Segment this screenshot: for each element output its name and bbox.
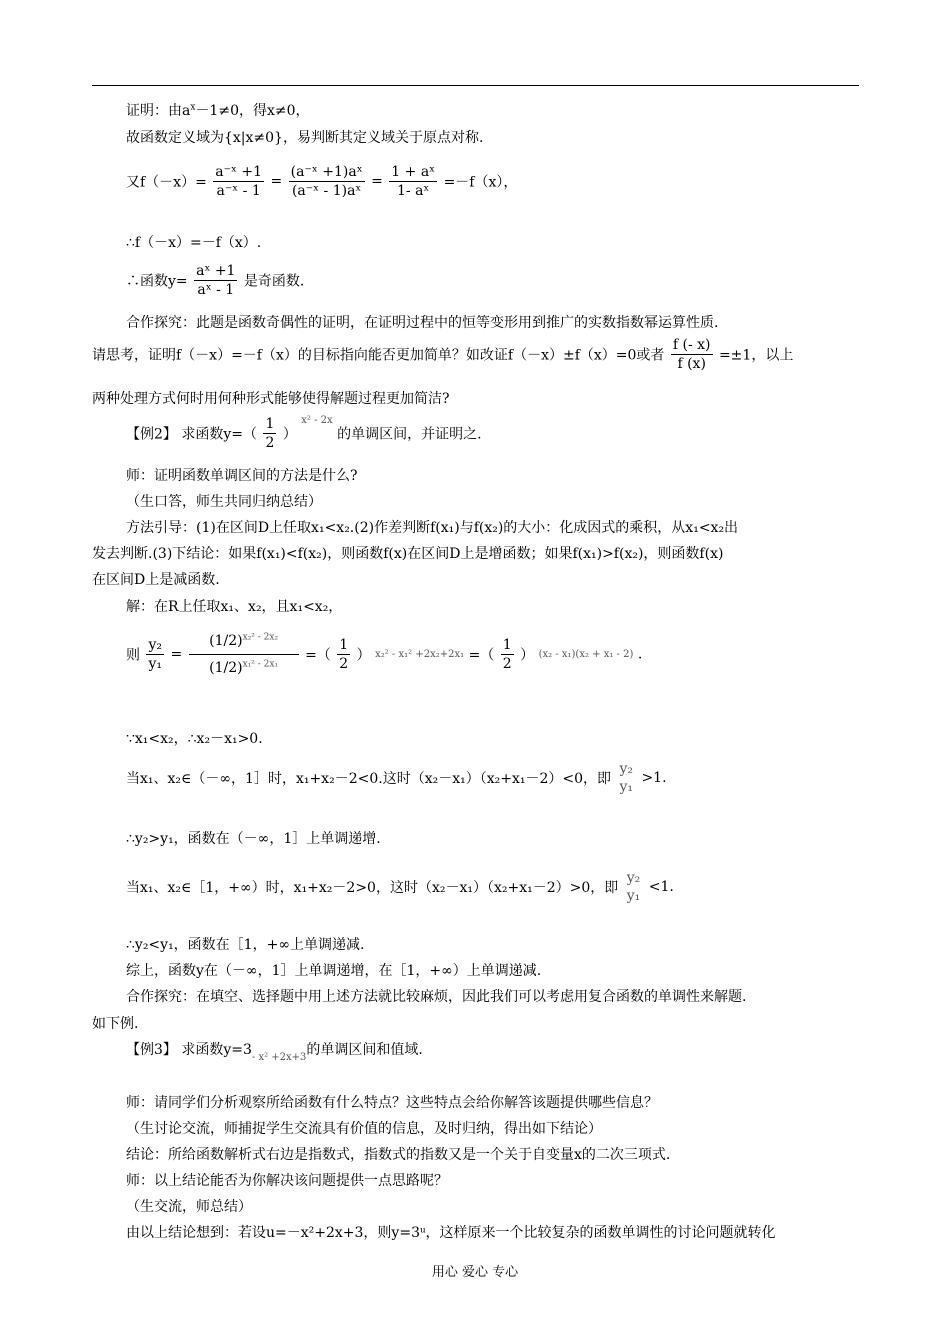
- example-2-title: 【例2】 求函数y=（ $\frac{1}{2}$ ） $^{x^2 - 2x}$ 的单调区间，并证明之.: [126, 415, 482, 451]
- text-line: 合作探究：此题是函数奇偶性的证明，在证明过程中的恒等变形用到推广的实数指数幂运算性质.: [126, 315, 719, 331]
- text-line: ∴y₂>y₁，函数在（－∞，1］上单调递增.: [126, 831, 381, 847]
- page-footer: 用心 爱心 专心: [431, 1265, 519, 1280]
- text-line: 师：证明函数单调区间的方法是什么?: [126, 468, 358, 484]
- text-line: 综上，函数y在（－∞，1］上单调递增，在［1，+∞）上单调递减.: [126, 963, 542, 979]
- header-rule: [92, 85, 859, 86]
- text-line: 故函数定义域为{x|x≠0}，易判断其定义域关于原点对称.: [126, 130, 484, 146]
- text-line: 当x₁、x₂∈（－∞，1］时，x₁+x₂－2<0.这时（x₂－x₁）（x₂+x₁－2）<0，即 y₂ y₁ >1.: [126, 761, 667, 795]
- text-line: 在区间D上是减函数.: [92, 572, 220, 588]
- text-line: （生口答，师生共同归纳总结）: [126, 494, 322, 510]
- text-line: ∴f（－x）=－f（x）.: [126, 235, 262, 251]
- equation-odd: 又f（－x）= $\frac{\text{a⁻ˣ +1}}{\text{a⁻ˣ - 1}}$ = $\frac{\text{(a⁻ˣ +1)aˣ}}{\text{(a⁻ˣ - 1)aˣ}}$ = $\frac{\text{1 + aˣ}}{\text{1- aˣ}}$ =－f（x），: [126, 164, 518, 199]
- fraction: $\frac{\text{a⁻ˣ +1}}{\text{a⁻ˣ - 1}}$: [215, 164, 263, 199]
- text-line: 师：以上结论能否为你解决该问题提供一点思路呢？: [126, 1173, 448, 1189]
- equation-conclusion: ∴函数y= $\frac{\text{aˣ +1}}{\text{aˣ - 1}}$ 是奇函数.: [126, 263, 305, 298]
- text-line: 由以上结论想到：若设u=－x²+2x+3，则y=3ᵘ，这样原来一个比较复杂的函数单调性的讨论问题就转化: [126, 1225, 776, 1241]
- fraction: $\frac{1}{2}$: [265, 416, 275, 451]
- text-line: 请思考，证明f（－x）=－f（x）的目标指向能否更加简单？如改证f（－x）±f（x）=0或者 $\frac{f (- x)}{f (x)}$ =±1，以上: [92, 337, 794, 372]
- fraction: $\frac{\text{y₂}}{\text{y₁}}$: [148, 637, 162, 672]
- text-line: 方法引导：(1)在区间D上任取x₁<x₂.(2)作差判断f(x₁)与f(x₂)的大小：化成因式的乘积，从x₁<x₂出: [126, 520, 739, 536]
- fraction: $\frac{1}{2}$: [502, 637, 512, 672]
- text-line: ∴y₂<y₁，函数在［1，+∞上单调递减.: [126, 937, 365, 953]
- text-line: 师：请同学们分析观察所给函数有什么特点？这些特点会给你解答该题提供哪些信息？: [126, 1095, 658, 1111]
- text-line: 发去判断.(3)下结论：如果f(x₁)<f(x₂)，则函数f(x)在区间D上是增函数；如果f(x₁)>f(x₂)，则函数f(x): [92, 546, 724, 562]
- text-line: ∵x₁<x₂，∴x₂－x₁>0.: [126, 731, 263, 747]
- example-3-title: 【例3】 求函数$y=3_{- x^2 +2x+3}$的单调区间和值域.: [126, 1042, 423, 1063]
- fraction: $\frac{f (- x)}{f (x)}$: [672, 337, 711, 372]
- text-line: 两种处理方式何时用何种形式能够使得解题过程更加简洁?: [92, 391, 450, 407]
- fraction: $\frac{\text{(a⁻ˣ +1)aˣ}}{\text{(a⁻ˣ - 1)aˣ}}$: [290, 164, 363, 199]
- text-line: 证明：由$a^x-1\ne 0$，得x≠0，: [126, 102, 310, 119]
- fraction: $\frac{\text{aˣ +1}}{\text{aˣ - 1}}$: [196, 263, 236, 298]
- text-line: 合作探究：在填空、选择题中用上述方法就比较麻烦，因此我们可以考虑用复合函数的单调性来解题.: [126, 989, 747, 1005]
- fraction: $\frac{\text{1 + aˣ}}{\text{1- aˣ}}$: [391, 164, 436, 199]
- text-line: （生交流，师总结）: [126, 1199, 252, 1215]
- fraction: $\frac{(1/2)^{x_2^2 - 2x_2}}{(1/2)^{x_1^2 - 2x_1}}$: [189, 628, 299, 681]
- text-line: 解：在R上任取x₁、x₂，且x₁<x₂，: [126, 599, 343, 615]
- equation-ratio: 则 $\frac{\text{y₂}}{\text{y₁}}$ = $\frac{(1/2)^{x_2^2 - 2x_2}}{(1/2)^{x_1^2 - 2x_1}}$ =（ $\frac{1}{2}$ ） x₂² - x₁² +2x₂+2x₁ =（ $\frac{1}{2}$ ） (x₂ - x₁)(x₂ + x₁ - 2) .: [126, 628, 642, 681]
- text-line: 如下例.: [92, 1016, 139, 1032]
- text-line: （生讨论交流，师捕捉学生交流具有价值的信息，及时归纳，得出如下结论）: [126, 1121, 602, 1137]
- fraction: y₂ y₁: [619, 761, 633, 795]
- fraction: y₂ y₁: [626, 870, 641, 904]
- text-line: 当x₁、x₂∈［1，+∞）时，x₁+x₂－2>0，这时（x₂－x₁）（x₂+x₁－2）>0，即 y₂ y₁ <1.: [126, 870, 674, 904]
- text-line: 结论：所给函数解析式右边是指数式，指数式的指数又是一个关于自变量x的二次三项式.: [126, 1147, 671, 1163]
- fraction: $\frac{1}{2}$: [339, 637, 349, 672]
